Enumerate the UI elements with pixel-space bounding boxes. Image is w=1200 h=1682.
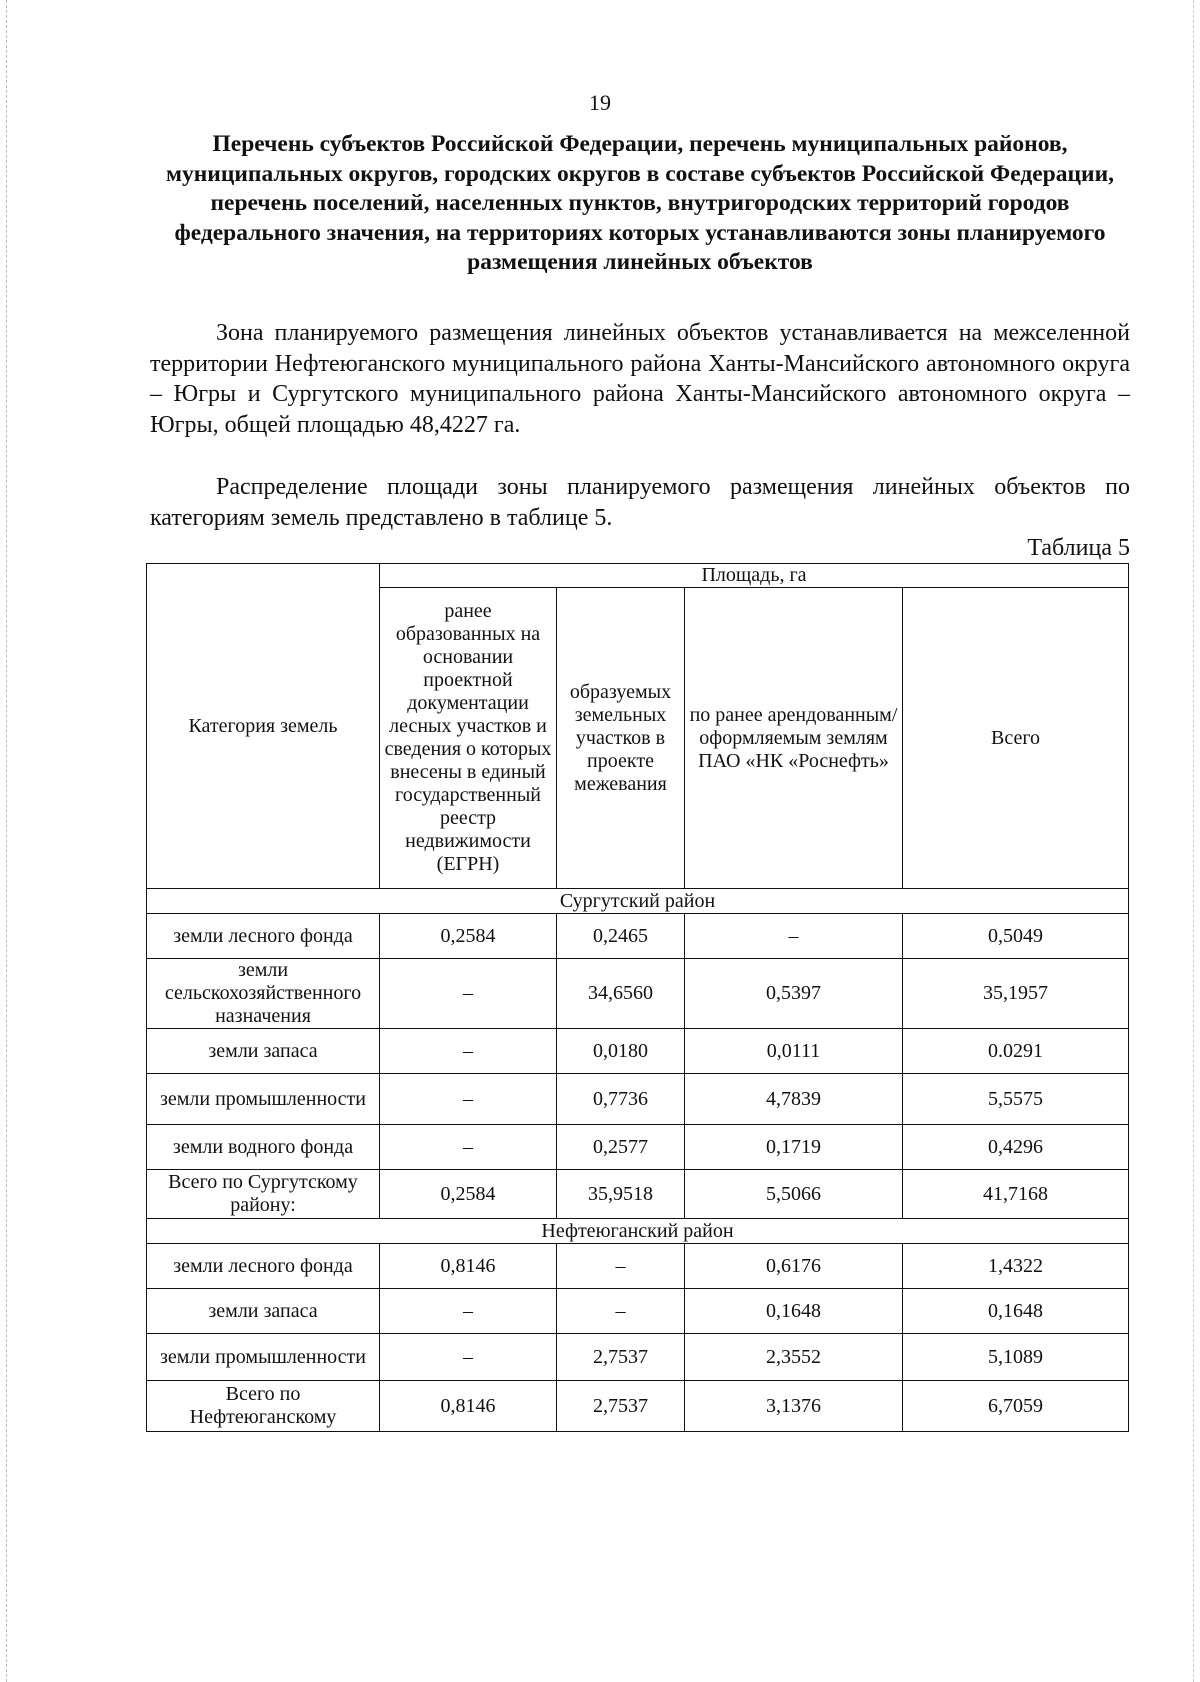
paragraph-zone-description: Зона планируемого размещения линейных объектов устанавливается на межселенной территории Нефтеюганского муниципального района Ханты-Мансийского автономного округа – Югры и Сургутского муниципального района Ханты-Мансийского автономного округа – Югры, общей площадью 48,4227 га. (150, 320, 1130, 438)
value-cell: 2,7537 (557, 1381, 685, 1432)
section-row (147, 1219, 1129, 1244)
value-cell: 0,2577 (557, 1125, 685, 1170)
table-row (147, 1170, 1129, 1219)
table-row (147, 1289, 1129, 1334)
section-title: Сургутский район (147, 889, 1129, 914)
category-cell: земли лесного фонда (147, 1244, 380, 1289)
value-cell: 0,5397 (685, 959, 903, 1029)
value-cell: 3,1376 (685, 1381, 903, 1432)
land-category-table (146, 563, 1129, 1432)
value-cell: – (380, 1125, 557, 1170)
value-cell: 0,6176 (685, 1244, 903, 1289)
value-cell: 2,3552 (685, 1334, 903, 1381)
value-cell: 0,2584 (380, 1170, 557, 1219)
value-cell: 0,1648 (685, 1289, 903, 1334)
category-cell: земли запаса (147, 1029, 380, 1074)
header-col-survey: образуемых земельных участков в проекте межевания (557, 588, 685, 889)
value-cell: 35,9518 (557, 1170, 685, 1219)
value-cell: 5,5066 (685, 1170, 903, 1219)
table-row (147, 1244, 1129, 1289)
value-cell: 0,0180 (557, 1029, 685, 1074)
header-col-total: Всего (903, 588, 1129, 889)
table-label: Таблица 5 (1027, 535, 1130, 561)
page-title: Перечень субъектов Российской Федерации, перечень муниципальных районов, муниципальных округов, городских округов в составе субъектов Российской Федерации, перечень поселений, населенных пунктов, внутригородских территорий городов федерального значения, на территориях которых устанавливаются зоны планируемого размещения линейных объектов (166, 131, 1114, 275)
header-area: Площадь, га (380, 564, 1129, 588)
header-category: Категория земель (147, 564, 380, 889)
value-cell: 0,8146 (380, 1381, 557, 1432)
table-header-row (147, 564, 1129, 588)
value-cell: 6,7059 (903, 1381, 1129, 1432)
value-cell: – (557, 1289, 685, 1334)
category-cell: Всего по Сургутскому району: (147, 1170, 380, 1219)
value-cell: – (380, 1289, 557, 1334)
header-col-rosneft: по ранее арендованным/ оформляемым землям ПАО «НК «Роснефть» (685, 588, 903, 889)
table-row (147, 1381, 1129, 1432)
scan-right-edge (1193, 0, 1194, 1682)
value-cell: – (380, 959, 557, 1029)
paragraph-area-distribution: Распределение площади зоны планируемого размещения линейных объектов по категориям земель представлено в таблице 5. (150, 474, 1130, 531)
table-row (147, 1074, 1129, 1125)
value-cell: – (380, 1334, 557, 1381)
value-cell: – (380, 1029, 557, 1074)
value-cell: 0,7736 (557, 1074, 685, 1125)
value-cell: 1,4322 (903, 1244, 1129, 1289)
value-cell: – (557, 1244, 685, 1289)
value-cell: 35,1957 (903, 959, 1129, 1029)
value-cell: 0,2584 (380, 914, 557, 959)
value-cell: 0,5049 (903, 914, 1129, 959)
table-row (147, 914, 1129, 959)
value-cell: 0,2465 (557, 914, 685, 959)
scan-left-edge (6, 0, 7, 1682)
value-cell: 0,0111 (685, 1029, 903, 1074)
value-cell: 2,7537 (557, 1334, 685, 1381)
category-cell: земли сельскохозяйственного назначения (147, 959, 380, 1029)
value-cell: – (380, 1074, 557, 1125)
category-cell: Всего по Нефтеюганскому (147, 1381, 380, 1432)
value-cell: – (685, 914, 903, 959)
value-cell: 0,4296 (903, 1125, 1129, 1170)
section-row (147, 889, 1129, 914)
table-row (147, 959, 1129, 1029)
value-cell: 5,5575 (903, 1074, 1129, 1125)
value-cell: 4,7839 (685, 1074, 903, 1125)
page-number: 19 (589, 90, 611, 115)
value-cell: 41,7168 (903, 1170, 1129, 1219)
value-cell: 5,1089 (903, 1334, 1129, 1381)
category-cell: земли лесного фонда (147, 914, 380, 959)
category-cell: земли промышленности (147, 1334, 380, 1381)
value-cell: 0,8146 (380, 1244, 557, 1289)
category-cell: земли водного фонда (147, 1125, 380, 1170)
value-cell: 34,6560 (557, 959, 685, 1029)
table-row (147, 1334, 1129, 1381)
value-cell: 0,1719 (685, 1125, 903, 1170)
table-row (147, 1125, 1129, 1170)
header-col-egrn: ранее образованных на основании проектной документации лесных участков и сведения о которых внесены в единый государственный реестр недвижимости (ЕГРН) (380, 588, 557, 889)
table-row (147, 1029, 1129, 1074)
section-title: Нефтеюганский район (147, 1219, 1129, 1244)
category-cell: земли запаса (147, 1289, 380, 1334)
category-cell: земли промышленности (147, 1074, 380, 1125)
value-cell: 0.0291 (903, 1029, 1129, 1074)
value-cell: 0,1648 (903, 1289, 1129, 1334)
